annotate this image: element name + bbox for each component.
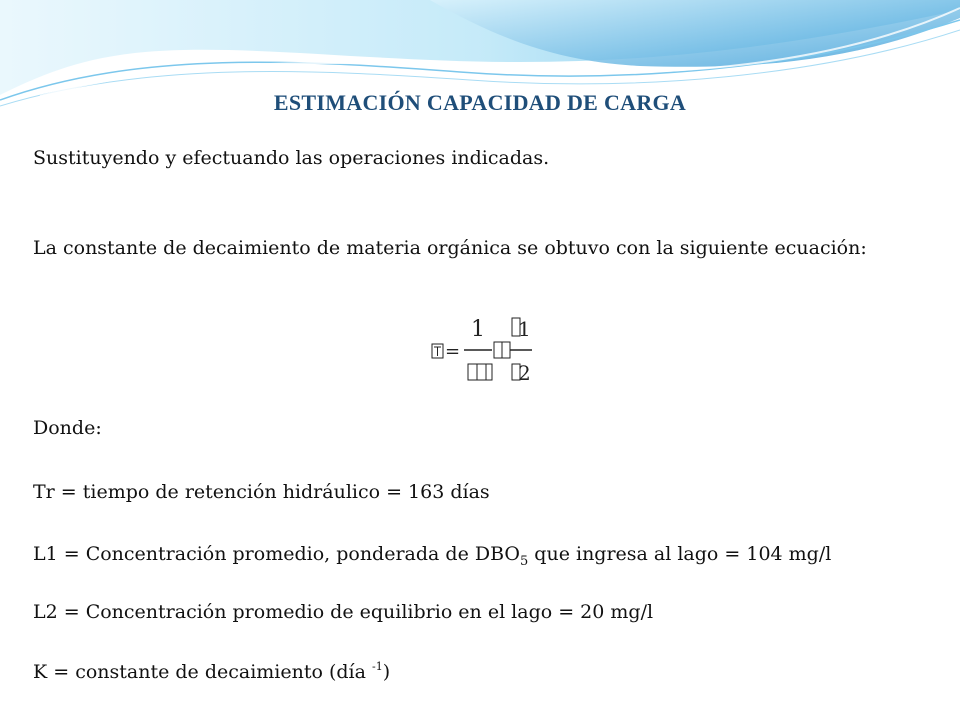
equation-equals: = bbox=[445, 341, 461, 362]
k-suffix: ) bbox=[382, 661, 391, 683]
decay-constant-equation bbox=[428, 314, 540, 386]
equation-numerator-one: 1 bbox=[471, 317, 485, 342]
l1-definition bbox=[33, 540, 933, 569]
equation-ln-boxes bbox=[494, 342, 510, 358]
l1-suffix: que ingresa al lago = 104 mg/l bbox=[528, 543, 832, 565]
constant-text: La constante de decaimiento de materia orgánica se obtuvo con la siguiente ecuación: bbox=[33, 237, 867, 259]
where-label: Donde: bbox=[33, 417, 102, 439]
equation-right-denominator: 2 bbox=[518, 361, 531, 385]
slide-title: ESTIMACIÓN CAPACIDAD DE CARGA bbox=[273, 90, 687, 115]
intro-text: Sustituyendo y efectuando las operaciones indicadas. bbox=[33, 147, 550, 169]
equation-denominator-boxes bbox=[468, 364, 492, 380]
l2-definition: L2 = Concentración promedio de equilibrio en el lago = 20 mg/l bbox=[33, 601, 654, 623]
l1-prefix: L1 = Concentración promedio, ponderada de DBO bbox=[33, 543, 520, 565]
k-superscript: -1 bbox=[372, 660, 383, 673]
tr-definition: Tr = tiempo de retención hidráulico = 163 días bbox=[33, 481, 490, 503]
k-prefix: K = constante de decaimiento (día bbox=[33, 661, 372, 683]
equation-right-numerator: 1 bbox=[518, 317, 531, 341]
l1-subscript: 5 bbox=[519, 554, 529, 569]
k-definition bbox=[33, 658, 933, 687]
